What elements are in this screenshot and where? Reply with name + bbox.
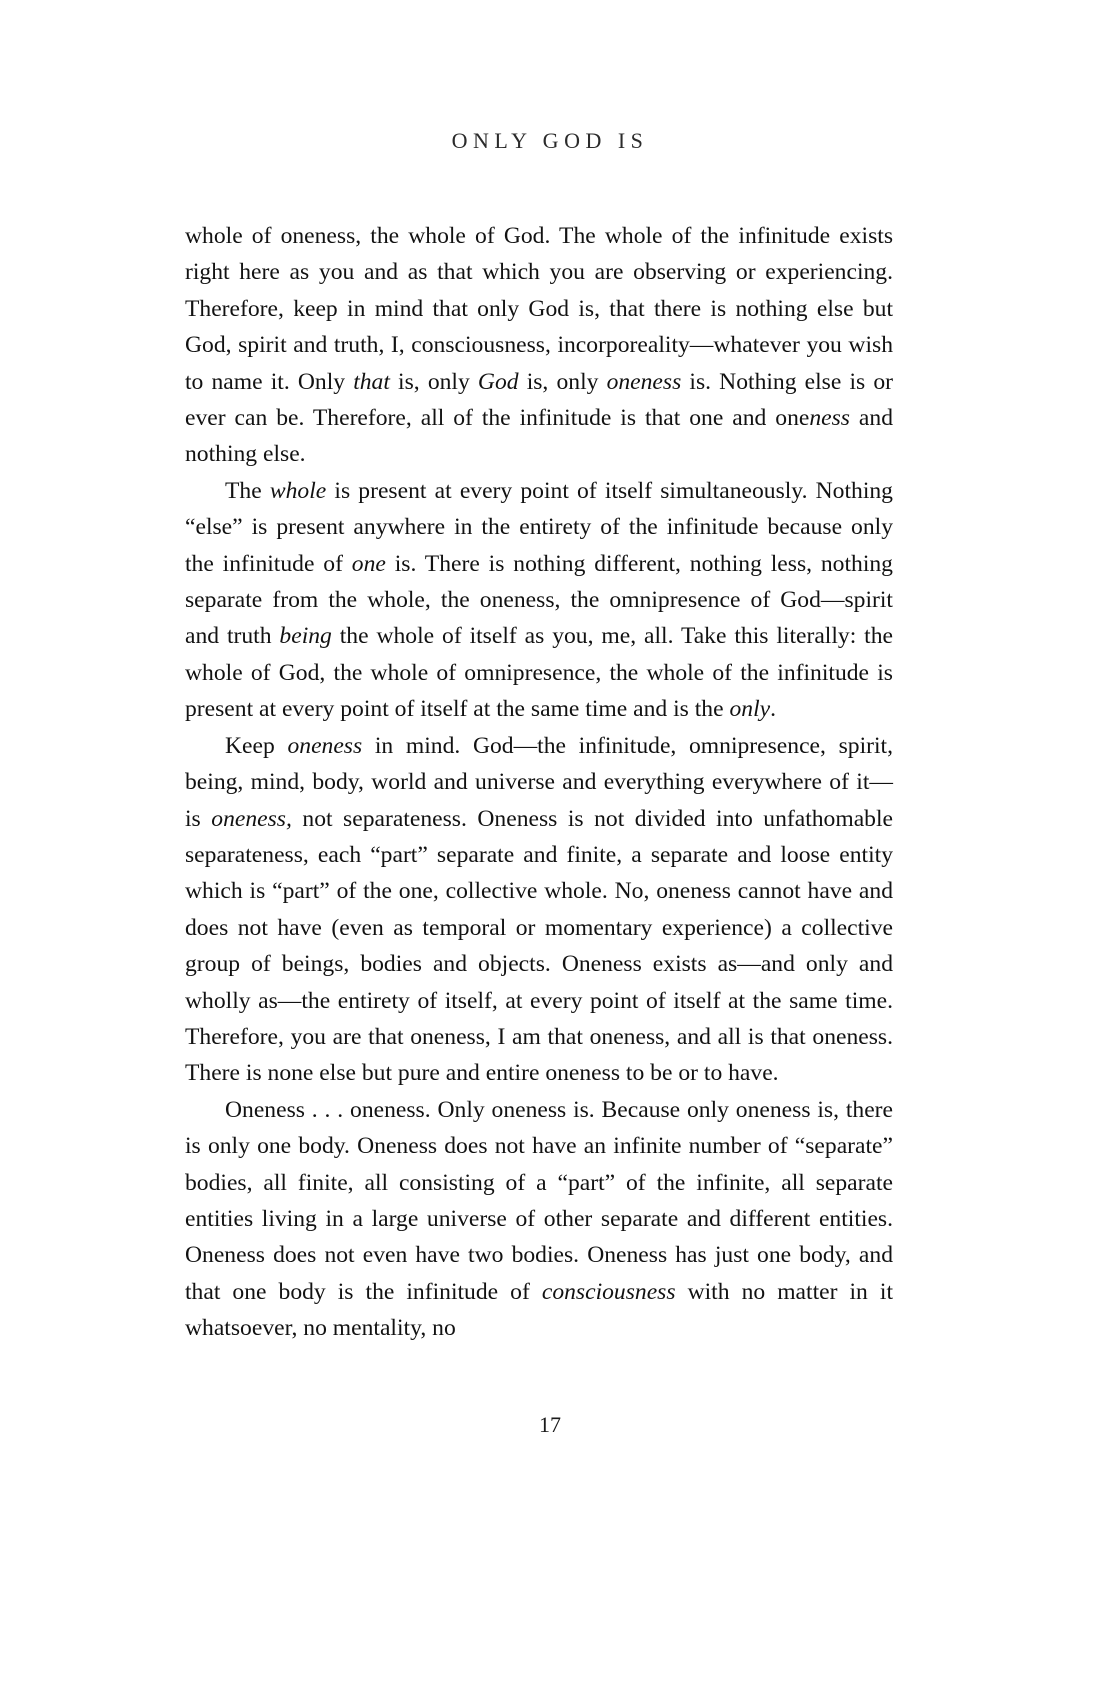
body-text bbox=[185, 218, 893, 1347]
paragraph: Keep oneness in mind. God—the infinitude, omnipresence, spirit, being, mind, body, world and universe and everything everywhere of it—is oneness, not separateness. Oneness is not divided into unfathomable separateness, each “part” separate and finite, a separate and loose entity which is “part” of the one, collective whole. No, oneness cannot have and does not have (even as temporal or momentary experience) a collective group of beings, bodies and objects. Oneness exists as—and only and wholly as—the entirety of itself, at every point of itself at the same time. Therefore, you are that oneness, I am that oneness, and all is that oneness. There is none else but pure and entire oneness to be or to have. bbox=[185, 732, 893, 1087]
running-head: ONLY GOD IS bbox=[451, 128, 649, 153]
paragraph: Oneness . . . oneness. Only oneness is. Because only oneness is, there is only one body. Oneness does not have an infinite number of “separate” bodies, all finite, all consisting of a “part” of the infinite, all separate entities living in a large universe of other separate and different entities. Oneness does not even have two bodies. Oneness has just one body, and that one body is the infinitude of consciousness with no matter in it whatsoever, no mentality, no bbox=[185, 1096, 894, 1342]
page-number: 17 bbox=[539, 1412, 561, 1437]
paragraph: whole of oneness, the whole of God. The whole of the infinitude exists right here as you and as that which you are observing or experiencing. Therefore, keep in mind that only God is, that there is nothing else but God, spirit and truth, I, consciousness, incorporeality—whatever you wish to name it. Only that is, only God is, only oneness is. Nothing else is or ever can be. Therefore, all of the infinitude is that one and oneness and nothing else. bbox=[185, 223, 893, 468]
paragraph: The whole is present at every point of itself simultaneously. Nothing “else” is present anywhere in the entirety of the infinitude because only the infinitude of one is. There is nothing different, nothing less, nothing separate from the whole, the oneness, the omnipresence of God—spirit and truth being the whole of itself as you, me, all. Take this literally: the whole of God, the whole of omnipresence, the whole of the infinitude is present at every point of itself at the same time and is the only. bbox=[185, 477, 893, 723]
